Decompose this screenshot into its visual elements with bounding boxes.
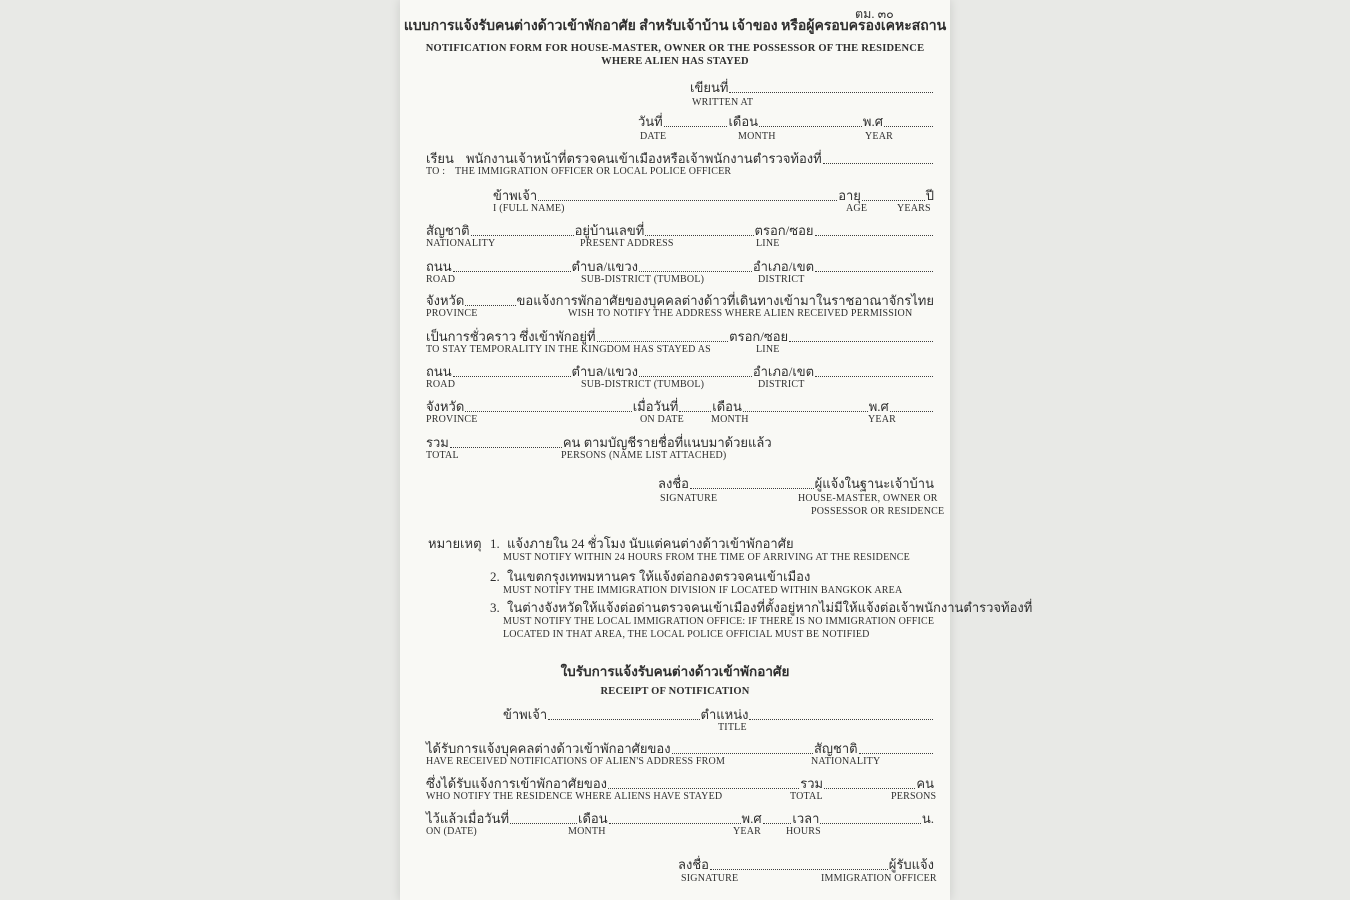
receipt-i-label-th: ข้าพเจ้า [503, 707, 548, 722]
notes-label: หมายเหตุ [428, 536, 482, 551]
address-label-en: PRESENT ADDRESS [580, 238, 674, 249]
province2-label-en: PROVINCE [426, 414, 478, 425]
total-line [426, 435, 772, 451]
road-line-1 [426, 259, 934, 275]
month-label-en: MONTH [738, 131, 776, 142]
name-blank [538, 200, 837, 201]
receipt-date-line [426, 811, 934, 827]
age-blank [862, 200, 925, 201]
on-date-blank [679, 411, 711, 412]
receipt-received-blank [672, 753, 813, 754]
receipt-nationality-blank [859, 753, 933, 754]
nationality-label-en: NATIONALITY [426, 238, 496, 249]
written-at-line [690, 80, 934, 96]
notifier-role-th: ผู้แจ้งในฐานะเจ้าบ้าน [814, 476, 934, 491]
years-label-en: YEARS [897, 203, 931, 214]
subdistrict-label-th: ตำบล/แขวง [571, 259, 639, 274]
road-line-2 [426, 364, 934, 380]
receipt-name-blank [548, 719, 699, 720]
name-line [493, 188, 934, 204]
officer-signature-line [678, 857, 934, 873]
province2-label-th: จังหวัด [426, 399, 465, 414]
receipt-nationality-label-en: NATIONALITY [811, 756, 881, 767]
receipt-time-unit-th: น. [921, 811, 934, 826]
i-label-en: I (FULL NAME) [493, 203, 565, 214]
years-label-th: ปี [925, 188, 934, 203]
receipt-who-text-en: WHO NOTIFY THE RESIDENCE WHERE ALIENS HAVE STAYED [426, 791, 723, 802]
stay-lane-blank [789, 341, 933, 342]
form-title-thai: แบบการแจ้งรับคนต่างด้าวเข้าพักอาศัย สำหรับเจ้าบ้าน เจ้าของ หรือผู้ครอบครองเคหะสถาน [403, 19, 947, 34]
total-blank [450, 447, 562, 448]
stay-lane-label-en: LINE [756, 344, 780, 355]
receipt-persons-label-en: PERSONS [891, 791, 937, 802]
road-label-th: ถนน [426, 259, 452, 274]
total-label-en: TOTAL [426, 450, 459, 461]
receipt-title-thai: ใบรับการแจ้งรับคนต่างด้าวเข้าพักอาศัย [560, 664, 790, 679]
receipt-position-label-en: TITLE [718, 722, 747, 733]
receipt-hours-label-en: HOURS [786, 826, 821, 837]
month2-label-th: เดือน [712, 399, 742, 414]
subdistrict-blank [639, 271, 752, 272]
written-at-label-en: WRITTEN AT [692, 97, 754, 108]
to-line [426, 151, 934, 167]
signature-blank [690, 488, 814, 489]
receipt-date-blank [510, 823, 577, 824]
road2-label-th: ถนน [426, 364, 452, 379]
notifier-signature-line [658, 476, 934, 492]
age-label-th: อายุ [838, 188, 861, 203]
receipt-received-line [426, 741, 934, 757]
notify-text-th: ขอแจ้งการพักอาศัยของบุคคลต่างด้าวที่เดินทางเข้ามาในราชอาณาจักรไทย [516, 293, 934, 308]
receipt-nationality-label-th: สัญชาติ [813, 741, 858, 756]
note-1-text-en: MUST NOTIFY WITHIN 24 HOURS FROM THE TIME OF ARRIVING AT THE RESIDENCE [503, 552, 910, 563]
road2-label-en: ROAD [426, 379, 456, 390]
district2-label-th: อำเภอ/เขต [752, 364, 815, 379]
receipt-position-blank [749, 719, 933, 720]
age-label-en: AGE [846, 203, 868, 214]
address-label-th: อยู่บ้านเลขที่ [574, 223, 645, 238]
month2-blank [743, 411, 868, 412]
receipt-received-text-en: HAVE RECEIVED NOTIFICATIONS OF ALIEN'S ADDRESS FROM [426, 756, 726, 767]
receipt-time-blank [820, 823, 920, 824]
note-1-text-th: แจ้งภายใน 24 ชั่วโมง นับแต่คนต่างด้าวเข้าพักอาศัย [507, 536, 794, 551]
receipt-name-line [503, 707, 934, 723]
receipt-total-label-th: รวม [800, 776, 824, 791]
month-blank [759, 126, 862, 127]
date-line [638, 114, 934, 130]
road2-blank [453, 376, 571, 377]
date-blank [664, 126, 728, 127]
stay-text-th: เป็นการชั่วคราว ซึ่งเข้าพักอยู่ที่ [426, 329, 596, 344]
notifier-role-en-line2: POSSESSOR OR RESIDENCE [811, 506, 945, 517]
form-page [400, 0, 1033, 900]
province2-blank [465, 411, 631, 412]
road-blank [453, 271, 571, 272]
lane-label-en: LINE [756, 238, 780, 249]
receipt-time-label-th: เวลา [792, 811, 820, 826]
receipt-officer-role-en: IMMIGRATION OFFICER [821, 873, 937, 884]
receipt-who-blank [608, 788, 799, 789]
receipt-month-label-th: เดือน [578, 811, 608, 826]
receipt-year-label-th: พ.ศ [741, 811, 762, 826]
written-at-blank [729, 92, 933, 93]
district-label-th: อำเภอ/เขต [752, 259, 815, 274]
date-label-th: วันที่ [638, 114, 663, 129]
sign-label-en: SIGNATURE [660, 493, 718, 504]
receipt-title-english: RECEIPT OF NOTIFICATION [600, 686, 750, 697]
stay-text-en: TO STAY TEMPORALITY IN THE KINGDOM HAS STAYED AS [426, 344, 711, 355]
note-2-text-en: MUST NOTIFY THE IMMIGRATION DIVISION IF LOCATED WITHIN BANGKOK AREA [503, 585, 903, 596]
lane-blank [815, 235, 934, 236]
receipt-month-label-en: MONTH [568, 826, 606, 837]
year-label-th: พ.ศ [862, 114, 883, 129]
year-label-en: YEAR [865, 131, 894, 142]
note-1-thai [490, 536, 794, 552]
receipt-position-label-th: ตำแหน่ง [700, 707, 749, 722]
month2-label-en: MONTH [711, 414, 749, 425]
address-blank [645, 235, 753, 236]
year2-label-en: YEAR [868, 414, 897, 425]
notifier-role-en-line1: HOUSE-MASTER, OWNER OR [798, 493, 938, 504]
receipt-year-blank [763, 823, 792, 824]
receipt-sign-label-en: SIGNATURE [681, 873, 739, 884]
form-title-english-line2: WHERE ALIEN HAS STAYED [601, 56, 749, 67]
receipt-officer-role-th: ผู้รับแจ้ง [888, 857, 934, 872]
note-2-number: 2. [490, 569, 500, 584]
subdistrict2-label-en: SUB-DISTRICT (TUMBOL) [581, 379, 705, 390]
stay-line [426, 329, 934, 345]
receipt-sign-label-th: ลงชื่อ [678, 857, 709, 872]
note-3-text-en-line1: MUST NOTIFY THE LOCAL IMMIGRATION OFFICE: IF THERE IS NO IMMIGRATION OFFICE [503, 616, 935, 627]
on-date-label-th: เมื่อวันที่ [632, 399, 679, 414]
subdistrict-label-en: SUB-DISTRICT (TUMBOL) [581, 274, 705, 285]
lane-label-th: ตรอก/ซอย [754, 223, 814, 238]
receipt-who-line [426, 776, 934, 792]
province-line-1 [426, 293, 934, 309]
year-blank [884, 126, 933, 127]
road-label-en: ROAD [426, 274, 456, 285]
to-label-th: เรียน [426, 151, 454, 166]
receipt-received-text-th: ได้รับการแจ้งบุคคลต่างด้าวเข้าพักอาศัยของ [426, 741, 671, 756]
date-label-en: DATE [640, 131, 667, 142]
district-blank [815, 271, 933, 272]
province-label-en: PROVINCE [426, 308, 478, 319]
on-date-label-en: ON DATE [640, 414, 684, 425]
subdistrict2-blank [639, 376, 752, 377]
receipt-persons-label-th: คน [916, 776, 934, 791]
written-at-label-th: เขียนที่ [690, 80, 729, 95]
stay-blank [597, 341, 729, 342]
province-blank [465, 305, 515, 306]
note-2-thai [490, 569, 810, 585]
district2-label-en: DISTRICT [758, 379, 805, 390]
persons-text-th: คน ตามบัญชีรายชื่อที่แนบมาด้วยแล้ว [562, 435, 772, 450]
year2-blank [890, 411, 933, 412]
note-3-thai [490, 600, 1032, 616]
receipt-total-label-en: TOTAL [790, 791, 823, 802]
to-text-en: THE IMMIGRATION OFFICER OR LOCAL POLICE OFFICER [455, 166, 732, 177]
notify-text-en: WISH TO NOTIFY THE ADDRESS WHERE ALIEN RECEIVED PERMISSION [568, 308, 913, 319]
note-3-number: 3. [490, 600, 500, 615]
note-1-number: 1. [490, 536, 500, 551]
receipt-date-label-th: ไว้แล้วเมื่อวันที่ [426, 811, 510, 826]
subdistrict2-label-th: ตำบล/แขวง [571, 364, 639, 379]
district-label-en: DISTRICT [758, 274, 805, 285]
receipt-total-blank [824, 788, 915, 789]
receipt-year-label-en: YEAR [733, 826, 762, 837]
nationality-label-th: สัญชาติ [426, 223, 470, 238]
province-label-th: จังหวัด [426, 293, 465, 308]
district2-blank [815, 376, 933, 377]
to-label-en: TO : [426, 166, 446, 177]
stay-lane-label-th: ตรอก/ซอย [729, 329, 789, 344]
to-text-th: พนักงานเจ้าหน้าที่ตรวจคนเข้าเมืองหรือเจ้าพนักงานตำรวจท้องที่ [465, 151, 822, 166]
note-3-text-th: ในต่างจังหวัดให้แจ้งต่อด่านตรวจคนเข้าเมืองที่ตั้งอยู่หากไม่มีให้แจ้งต่อเจ้าพนักงานตำรวจท้องที่ [507, 600, 1033, 615]
note-2-text-th: ในเขตกรุงเทพมหานคร ให้แจ้งต่อกองตรวจคนเข้าเมือง [507, 569, 811, 584]
total-label-th: รวม [426, 435, 449, 450]
nationality-blank [471, 235, 574, 236]
receipt-date-label-en: ON (DATE) [426, 826, 477, 837]
nationality-line [426, 223, 934, 239]
i-label-th: ข้าพเจ้า [493, 188, 538, 203]
receipt-who-text-th: ซึ่งได้รับแจ้งการเข้าพักอาศัยของ [426, 776, 607, 791]
receipt-month-blank [609, 823, 741, 824]
officer-signature-blank [710, 869, 888, 870]
form-code: ตม. ๓๐ [855, 7, 894, 21]
note-3-text-en-line2: LOCATED IN THAT AREA, THE LOCAL POLICE OFFICIAL MUST BE NOTIFIED [503, 629, 870, 640]
year2-label-th: พ.ศ [868, 399, 889, 414]
form-title-english-line1: NOTIFICATION FORM FOR HOUSE-MASTER, OWNER OR THE POSSESSOR OF THE RESIDENCE [425, 43, 925, 54]
persons-text-en: PERSONS (NAME LIST ATTACHED) [561, 450, 727, 461]
to-blank [823, 163, 933, 164]
sign-label-th: ลงชื่อ [658, 476, 689, 491]
month-label-th: เดือน [728, 114, 759, 129]
province-line-2 [426, 399, 934, 415]
